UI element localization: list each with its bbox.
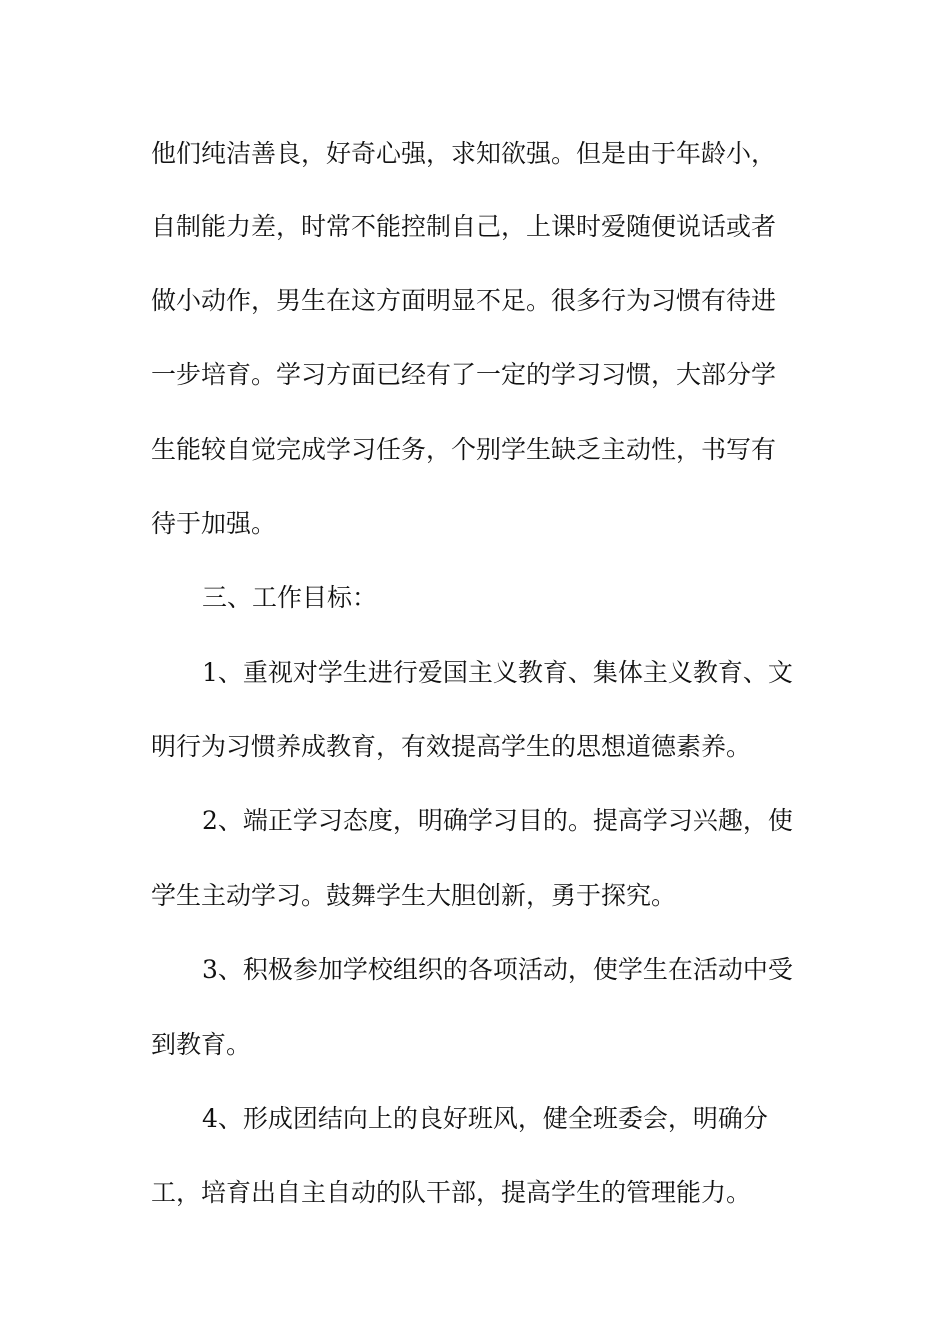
goal-item-1: 1、重视对学生进行爱国主义教育、集体主义教育、文 [202, 658, 793, 687]
paragraph-line: 生能较自觉完成学习任务，个别学生缺乏主动性，书写有 [151, 435, 777, 464]
paragraph-line: 自制能力差，时常不能控制自己，上课时爱随便说话或者 [151, 212, 777, 241]
goal-item-3: 3、积极参加学校组织的各项活动，使学生在活动中受 [202, 955, 793, 984]
goal-item-1-cont: 明行为习惯养成教育，有效提高学生的思想道德素养。 [151, 732, 752, 761]
goal-item-2: 2、端正学习态度，明确学习目的。提高学习兴趣，使 [202, 806, 793, 835]
goal-item-2-cont: 学生主动学习。鼓舞学生大胆创新，勇于探究。 [151, 881, 677, 910]
goal-item-4: 4、形成团结向上的良好班风，健全班委会，明确分 [202, 1104, 768, 1133]
paragraph-line: 一步培育。学习方面已经有了一定的学习习惯，大部分学 [151, 360, 777, 389]
goal-item-3-cont: 到教育。 [151, 1030, 252, 1059]
paragraph-line: 待于加强。 [151, 509, 277, 538]
paragraph-line: 他们纯洁善良，好奇心强，求知欲强。但是由于年龄小， [151, 139, 777, 168]
paragraph-line: 做小动作，男生在这方面明显不足。很多行为习惯有待进 [151, 286, 777, 315]
section-heading: 三、工作目标： [202, 583, 378, 612]
goal-item-4-cont: 工，培育出自主自动的队干部，提高学生的管理能力。 [151, 1178, 752, 1207]
